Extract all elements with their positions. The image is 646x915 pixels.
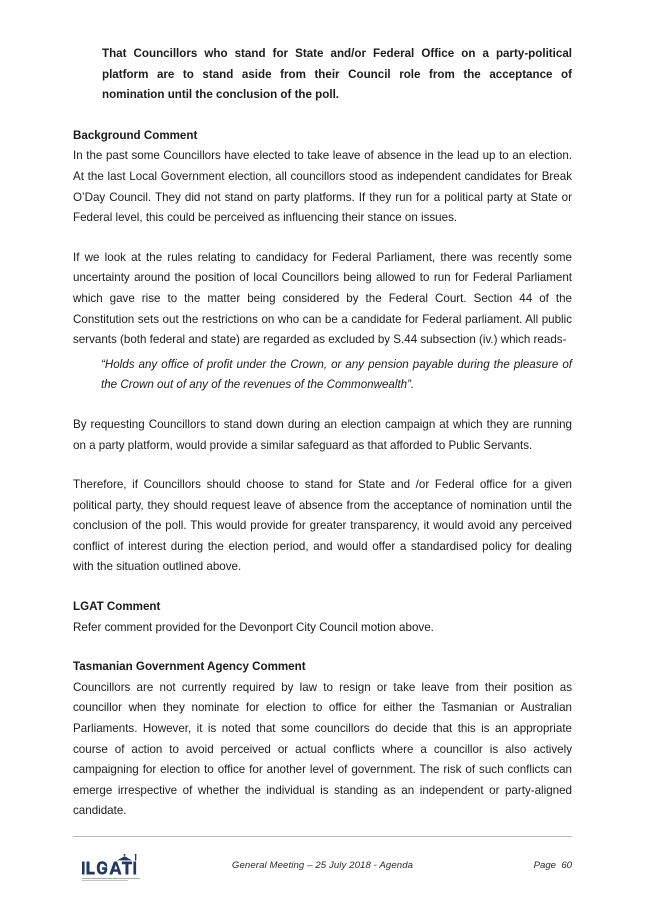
page-footer (73, 852, 572, 886)
spacer (73, 578, 572, 597)
spacer (73, 638, 572, 657)
background-paragraph-1: In the past some Councillors have elected to take leave of absence in the lead up to an election. At the last Local Government election, all councillors stood as independent candidates for Break O’Day Council. They did not stand on party platforms. If they run for a political party at State or Federal level, this could be perceived as influencing their stance on issues. (73, 149, 572, 225)
footer-meeting-label: General Meeting – 25 July 2018 - Agenda (231, 860, 414, 871)
motion-text: That Councillors who stand for State and/or Federal Office on a party-political platform are to stand aside from their Council role from the acceptance of nomination until the conclusion of the poll. (102, 47, 572, 102)
background-paragraph-4: Therefore, if Councillors should choose to stand for State and /or Federal office for a given political party, they should request leave of absence from the acceptance of nomination until the conclusion of the poll. This would provide for greater transparency, it would avoid any perceived conflict of interest during the election period, and would offer a standardised policy for dealing with the situation outlined above. (73, 478, 572, 574)
lgat-paragraph: Refer comment provided for the Devonport City Council motion above. (73, 620, 434, 634)
spacer (73, 396, 572, 415)
spacer (73, 229, 572, 248)
heading-background-comment: Background Comment (73, 128, 198, 142)
footer-divider (73, 836, 572, 837)
spacer (73, 456, 572, 475)
background-paragraph-2: If we look at the rules relating to candidacy for Federal Parliament, there was recently some uncertainty around the position of local Councillors being allowed to run for Federal Parliament which gave rise to the matter being considered by the Federal Court. Section 44 of the Constitution sets out the restrictions on who can be a candidate for Federal parliament. All public servants (both federal and state) are regarded as excluded by S.44 subsection (iv.) which reads- (73, 250, 572, 347)
constitution-quote: “Holds any office of profit under the Crown, or any pension payable during the pleasure of the Crown out of any of the revenues of the Commonwealth”. (101, 357, 572, 392)
tasmanian-government-paragraph: Councillors are not currently required by law to resign or take leave from their position as councillor when they nominate for election to office for either the Tasmanian or Australian Parliaments. However, it is noted that some councillors do decide that this is an appropriate course of action to avoid perceived or actual conflicts where a councillor is also actively campaigning for election to office for another level of government. The risk of such conflicts can emerge irrespective of whether the individual is standing as an independent or party-aligned candidate. (73, 680, 572, 818)
document-body (73, 44, 572, 822)
spacer (73, 106, 572, 126)
background-paragraph-3: By requesting Councillors to stand down during an election campaign at which they are running on a party platform, would provide a similar safeguard as that afforded to Public Servants. (73, 417, 572, 452)
heading-tasmanian-government-agency-comment: Tasmanian Government Agency Comment (73, 660, 306, 674)
footer-page-number: Page 60 (533, 860, 572, 871)
heading-lgat-comment: LGAT Comment (73, 600, 161, 614)
